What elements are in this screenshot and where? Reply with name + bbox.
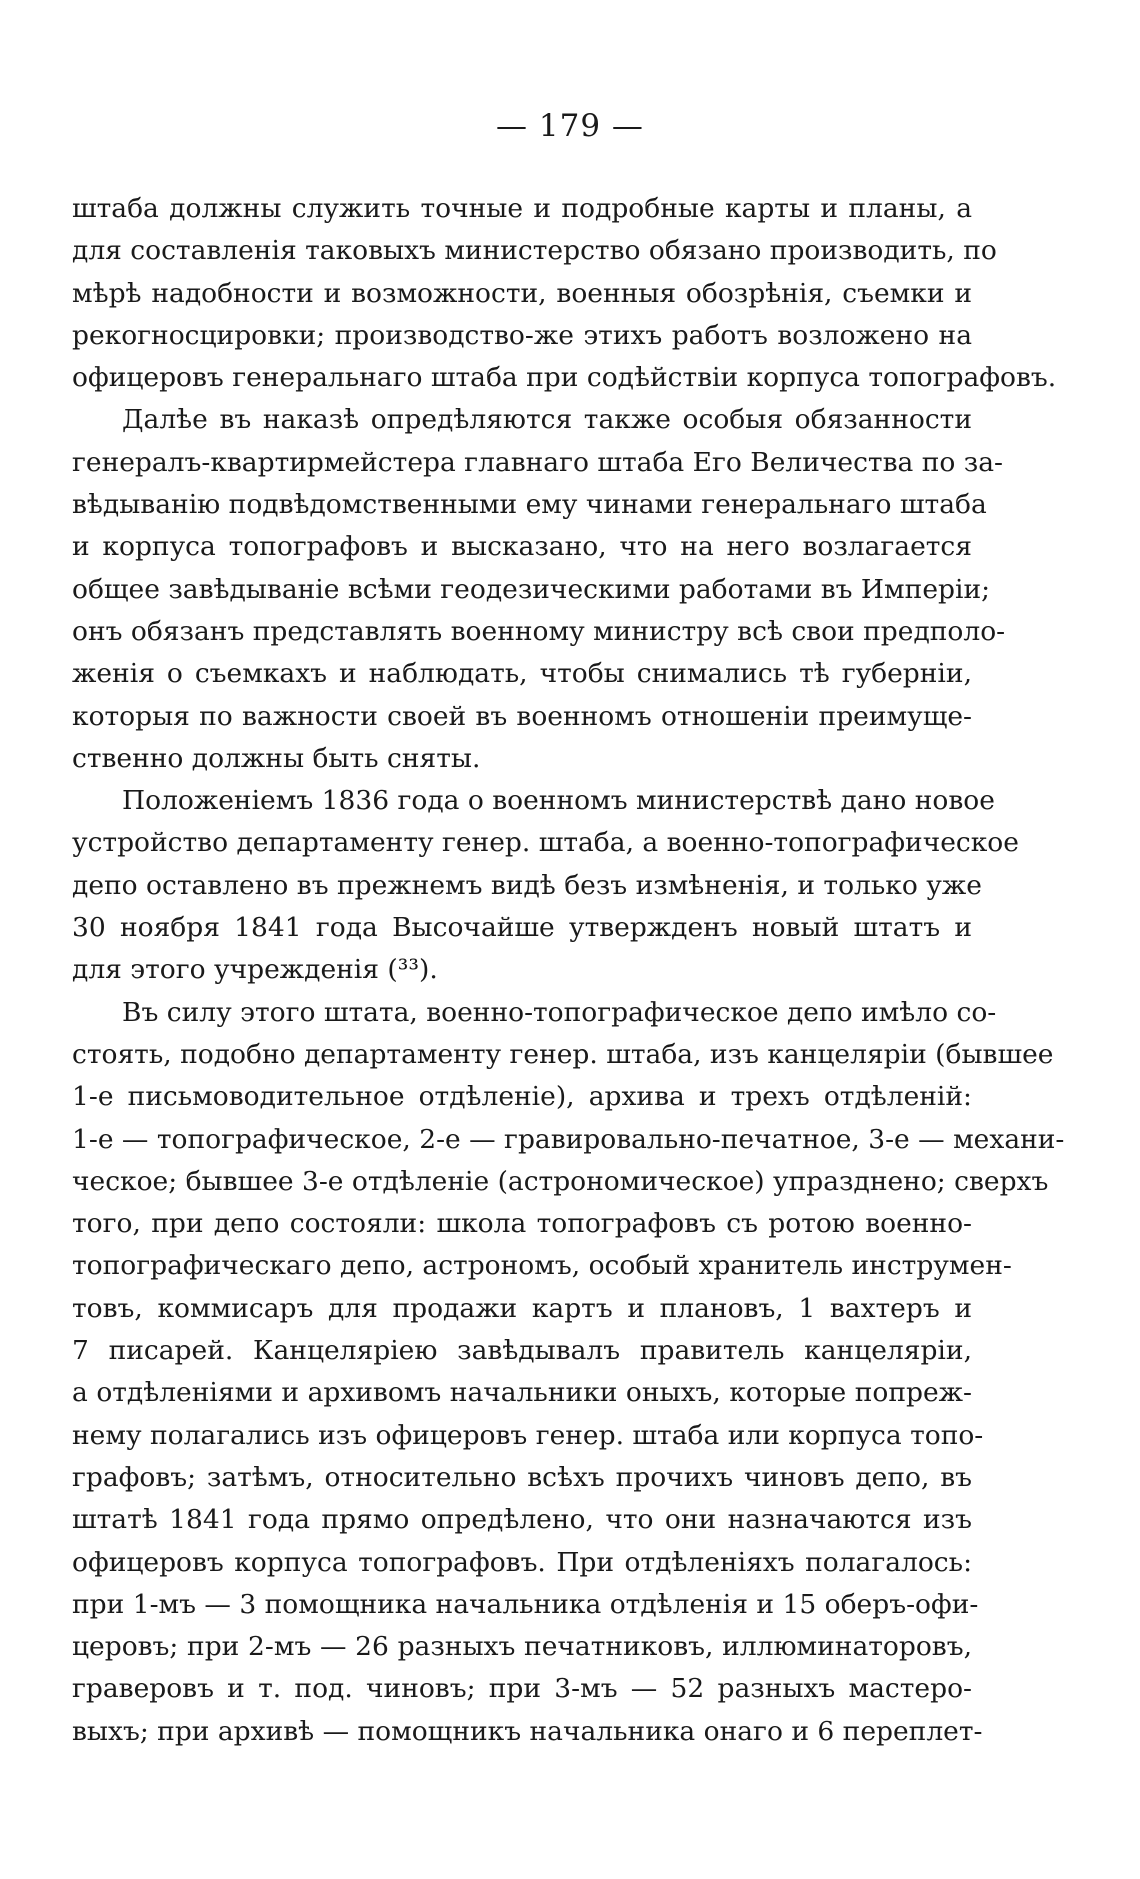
text-line: графовъ; затѣмъ, относительно всѣхъ прочихъ чиновъ депо, въ (72, 1461, 972, 1493)
text-line: депо оставлено въ прежнемъ видѣ безъ измѣненія, и только уже (72, 869, 982, 901)
page-number: — 179 — (496, 108, 644, 144)
text-line: генералъ-квартирмейстера главнаго штаба Его Величества по за- (72, 446, 1003, 478)
text-line: 30 ноября 1841 года Высочайше утвержденъ новый штатъ и (72, 912, 972, 944)
text-line: Въ силу этого штата, военно-топографическое депо имѣло со- (122, 996, 997, 1028)
text-line: общее завѣдываніе всѣми геодезическими работами въ Имперіи; (72, 573, 991, 605)
text-line: Положеніемъ 1836 года о военномъ министерствѣ дано новое (122, 785, 995, 817)
text-line: а отдѣленіями и архивомъ начальники оныхъ, которые попреж- (72, 1377, 972, 1409)
text-line: церовъ; при 2-мъ — 26 разныхъ печатниковъ, иллюминаторовъ, (72, 1631, 972, 1663)
text-line: для этого учрежденія (³³). (72, 954, 438, 986)
text-line: 7 писарей. Канцеляріею завѣдывалъ правитель канцеляріи, (72, 1335, 972, 1367)
text-line: 1-е — топографическое, 2-е — гравировально-печатное, 3-е — механи- (72, 1123, 1065, 1155)
text-line: для составленія таковыхъ министерство обязано производить, по (72, 235, 997, 267)
text-line: ческое; бывшее 3-е отдѣленіе (астрономическое) упразднено; сверхъ (72, 1165, 1049, 1197)
text-line: выхъ; при архивѣ — помощникъ начальника онаго и 6 переплет- (72, 1715, 983, 1747)
paragraph (72, 992, 1065, 1753)
text-line: женія о съемкахъ и наблюдать, чтобы снимались тѣ губерніи, (72, 658, 972, 690)
text-line: граверовъ и т. под. чиновъ; при 3-мъ — 52 разныхъ мастеро- (72, 1673, 972, 1705)
text-line: того, при депо состояли: школа топографовъ съ ротою военно- (72, 1208, 972, 1240)
text-line: устройство департаменту генер. штаба, а военно-топографическое (72, 827, 1019, 859)
text-line: которыя по важности своей въ военномъ отношеніи преимуще- (72, 700, 972, 732)
text-line: офицеровъ генеральнаго штаба при содѣйствіи корпуса топографовъ. (72, 362, 1057, 394)
text-line: онъ обязанъ представлять военному министру всѣ свои предполо- (72, 615, 1006, 647)
text-line: рекогносцировки; производство-же этихъ работъ возложено на (72, 319, 972, 351)
text-line: 1-е письмоводительное отдѣленіе), архива и трехъ отдѣленій: (72, 1081, 972, 1113)
text-line: офицеровъ корпуса топографовъ. При отдѣленіяхъ полагалось: (72, 1546, 972, 1578)
text-line: штаба должны служить точные и подробные карты и планы, а (72, 193, 972, 224)
paragraph (72, 780, 1019, 991)
text-line: Далѣе въ наказѣ опредѣляются также особыя обязанности (122, 404, 972, 436)
text-line: мѣрѣ надобности и возможности, военныя обозрѣнія, съемки и (72, 277, 972, 309)
body-text (72, 188, 1065, 1753)
text-line: при 1-мъ — 3 помощника начальника отдѣленія и 15 оберъ-офи- (72, 1588, 979, 1620)
text-line: вѣдыванію подвѣдомственными ему чинами генеральнаго штаба (72, 489, 987, 521)
text-line: товъ, коммисаръ для продажи картъ и плановъ, 1 вахтеръ и (72, 1292, 972, 1324)
text-line: нему полагались изъ офицеровъ генер. штаба или корпуса топо- (72, 1419, 984, 1451)
paragraph (72, 399, 1006, 780)
paragraph (72, 188, 1057, 399)
text-line: топографическаго депо, астрономъ, особый хранитель инструмен- (72, 1250, 1012, 1282)
text-line: ственно должны быть сняты. (72, 742, 481, 774)
text-line: стоять, подобно департаменту генер. штаба, изъ канцеляріи (бывшее (72, 1038, 1054, 1070)
text-line: штатѣ 1841 года прямо опредѣлено, что они назначаются изъ (72, 1504, 972, 1536)
text-line: и корпуса топографовъ и высказано, что на него возлагается (72, 531, 972, 563)
